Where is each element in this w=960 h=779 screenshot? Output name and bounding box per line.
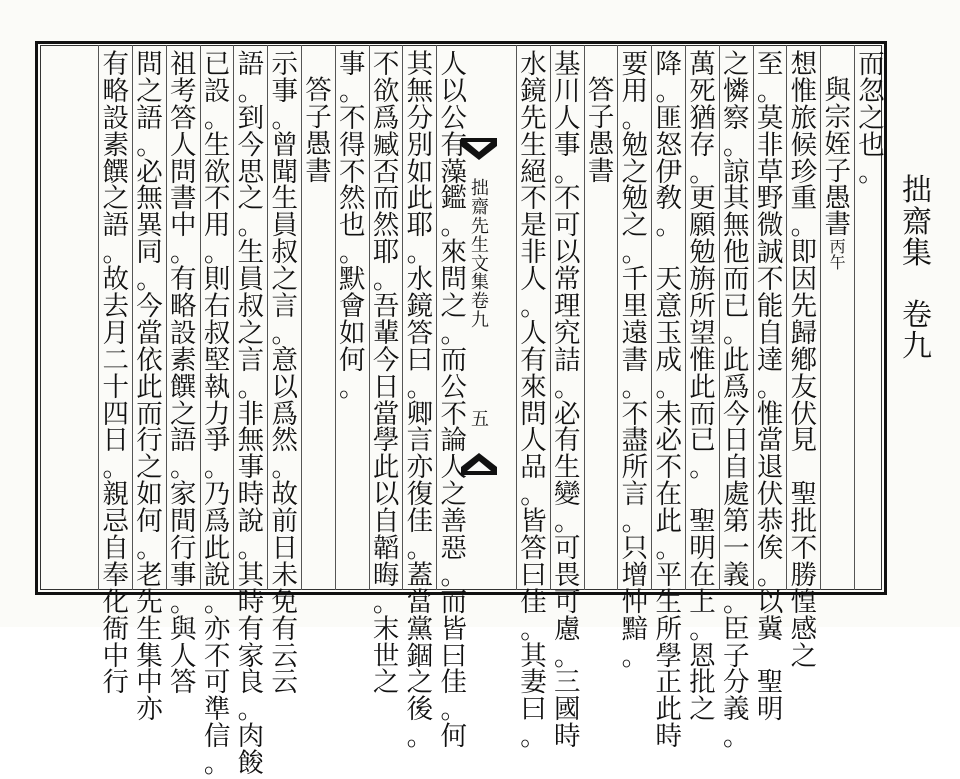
text-column: 至 。 莫 非 草 野 微 誠 不 能 自 達 。 惟 當 退 伏 恭 俟 。 以 冀 聖 明 (756, 49, 784, 726)
text-column: 而 忽 之 也 。 (858, 49, 885, 188)
column-rule (200, 45, 201, 590)
text-column: 語 。 到 今 思 之 。 生 員 叔 之 言 。 非 無 事 時 說 。 其 時 有 家 良 。 肉 餕 (237, 49, 265, 779)
column-rule (584, 45, 585, 590)
text-column: 水 鏡 先 生 絕 不 是 非 人 。 人 有 來 問 人 品 。 皆 答 曰 佳 。 其 妻 曰 。 (520, 49, 547, 753)
column-rule (402, 45, 403, 590)
running-head-title: 拙 齋 集 (902, 173, 932, 271)
column-rule (516, 45, 517, 590)
column-rule (854, 45, 855, 590)
text-column: 祖 考 答 人 問 書 中 。 有 略 設 素 饌 之 語 。 家 間 行 事 。 與 人 答 (170, 49, 197, 699)
column-rule (369, 45, 370, 590)
text-column: 示 事 。 曾 聞 生 員 叔 之 言 。 意 以 爲 然 。 故 前 日 未 免 有 云 云 (271, 49, 298, 699)
text-column: 與 宗 姪 子 愚 書 丙 午 (822, 52, 853, 271)
running-head (895, 175, 939, 363)
column-rule (550, 45, 551, 590)
column-rule (301, 45, 302, 590)
text-column: 萬 死 猶 存 。 更 願 勉 旃 所 望 惟 此 而 已 。 聖 明 在 上 。 恩 批 之 (689, 49, 716, 726)
text-column: 不 欲 爲 臧 否 而 然 耶 。 吾 輩 今 日 當 學 此 以 自 韜 晦 。 末 世 之 (372, 49, 400, 699)
column-rule (786, 45, 787, 590)
center-strip-title: 拙 齋 先 生 文 集 卷 九 (471, 178, 489, 332)
column-rule (267, 45, 268, 590)
column-rule (166, 45, 167, 590)
column-rule (132, 45, 133, 590)
column-rule (436, 45, 437, 590)
column-rule (98, 45, 99, 590)
column-rule (820, 45, 821, 590)
column-rule (233, 45, 234, 590)
date-note: 丙 午 (829, 237, 846, 273)
folio-number: 五 (471, 409, 489, 430)
text-column: 要 用 。 勉 之 勉 之 。 千 里 遠 書 。 不 盡 所 言 。 只 增 忡 黯 。 (621, 49, 649, 672)
text-column: 答 子 愚 書 (305, 75, 332, 187)
text-column: 降 。 匪 怒 伊 敎 。 天 意 玉 成 。 未 必 不 在 此 。 平 生 所 學 正 此 時 (655, 49, 682, 753)
text-column: 之 憐 察 。 諒 其 無 他 而 已 。 此 爲 今 日 自 處 第 一 義 。 臣 子 分 義 。 (723, 49, 750, 753)
running-head-volume: 卷 九 (902, 297, 932, 364)
column-rule (617, 45, 618, 590)
column-rule (335, 45, 336, 590)
text-column: 已 設 。 生 欲 不 用 。 則 右 叔 堅 執 力 爭 。 乃 爲 此 說 。 亦 不 可 準 信 。 (203, 49, 231, 779)
text-column: 事 。 不 得 不 然 也 。 默 會 如 何 。 (339, 49, 366, 403)
column-rule (753, 45, 754, 590)
text-column: 答 子 愚 書 (587, 75, 615, 187)
text-column: 有 略 設 素 饌 之 語 。 故 去 月 二 十 四 日 。 親 忌 自 奉 化 衙 中 行 (102, 49, 129, 699)
text-column: 基 川 人 事 。 不 可 以 常 理 究 詰 。 必 有 生 變 。 可 畏 可 慮 。 三 國 時 (554, 49, 581, 753)
text-column: 想 惟 旅 候 珍 重 。 即 因 先 歸 鄕 友 伏 見 聖 批 不 勝 惶 感 之 (790, 49, 818, 672)
column-rule (651, 45, 652, 590)
text-column: 問 之 語 。 必 無 異 同 。 今 當 依 此 而 行 之 如 何 。 老 先 生 集 中 亦 (136, 49, 163, 726)
text-column: 其 無 分 別 如 此 耶 。 水 鏡 答 曰 。 卿 言 亦 復 佳 。 蓋 當 黨 錮 之 後 。 (406, 49, 434, 753)
column-rule (685, 45, 686, 590)
text-column: 人 以 公 有 藻 鑑 。 來 問 之 。 而 公 不 論 人 之 善 惡 。 而 皆 曰 佳 。 何 (440, 49, 467, 753)
